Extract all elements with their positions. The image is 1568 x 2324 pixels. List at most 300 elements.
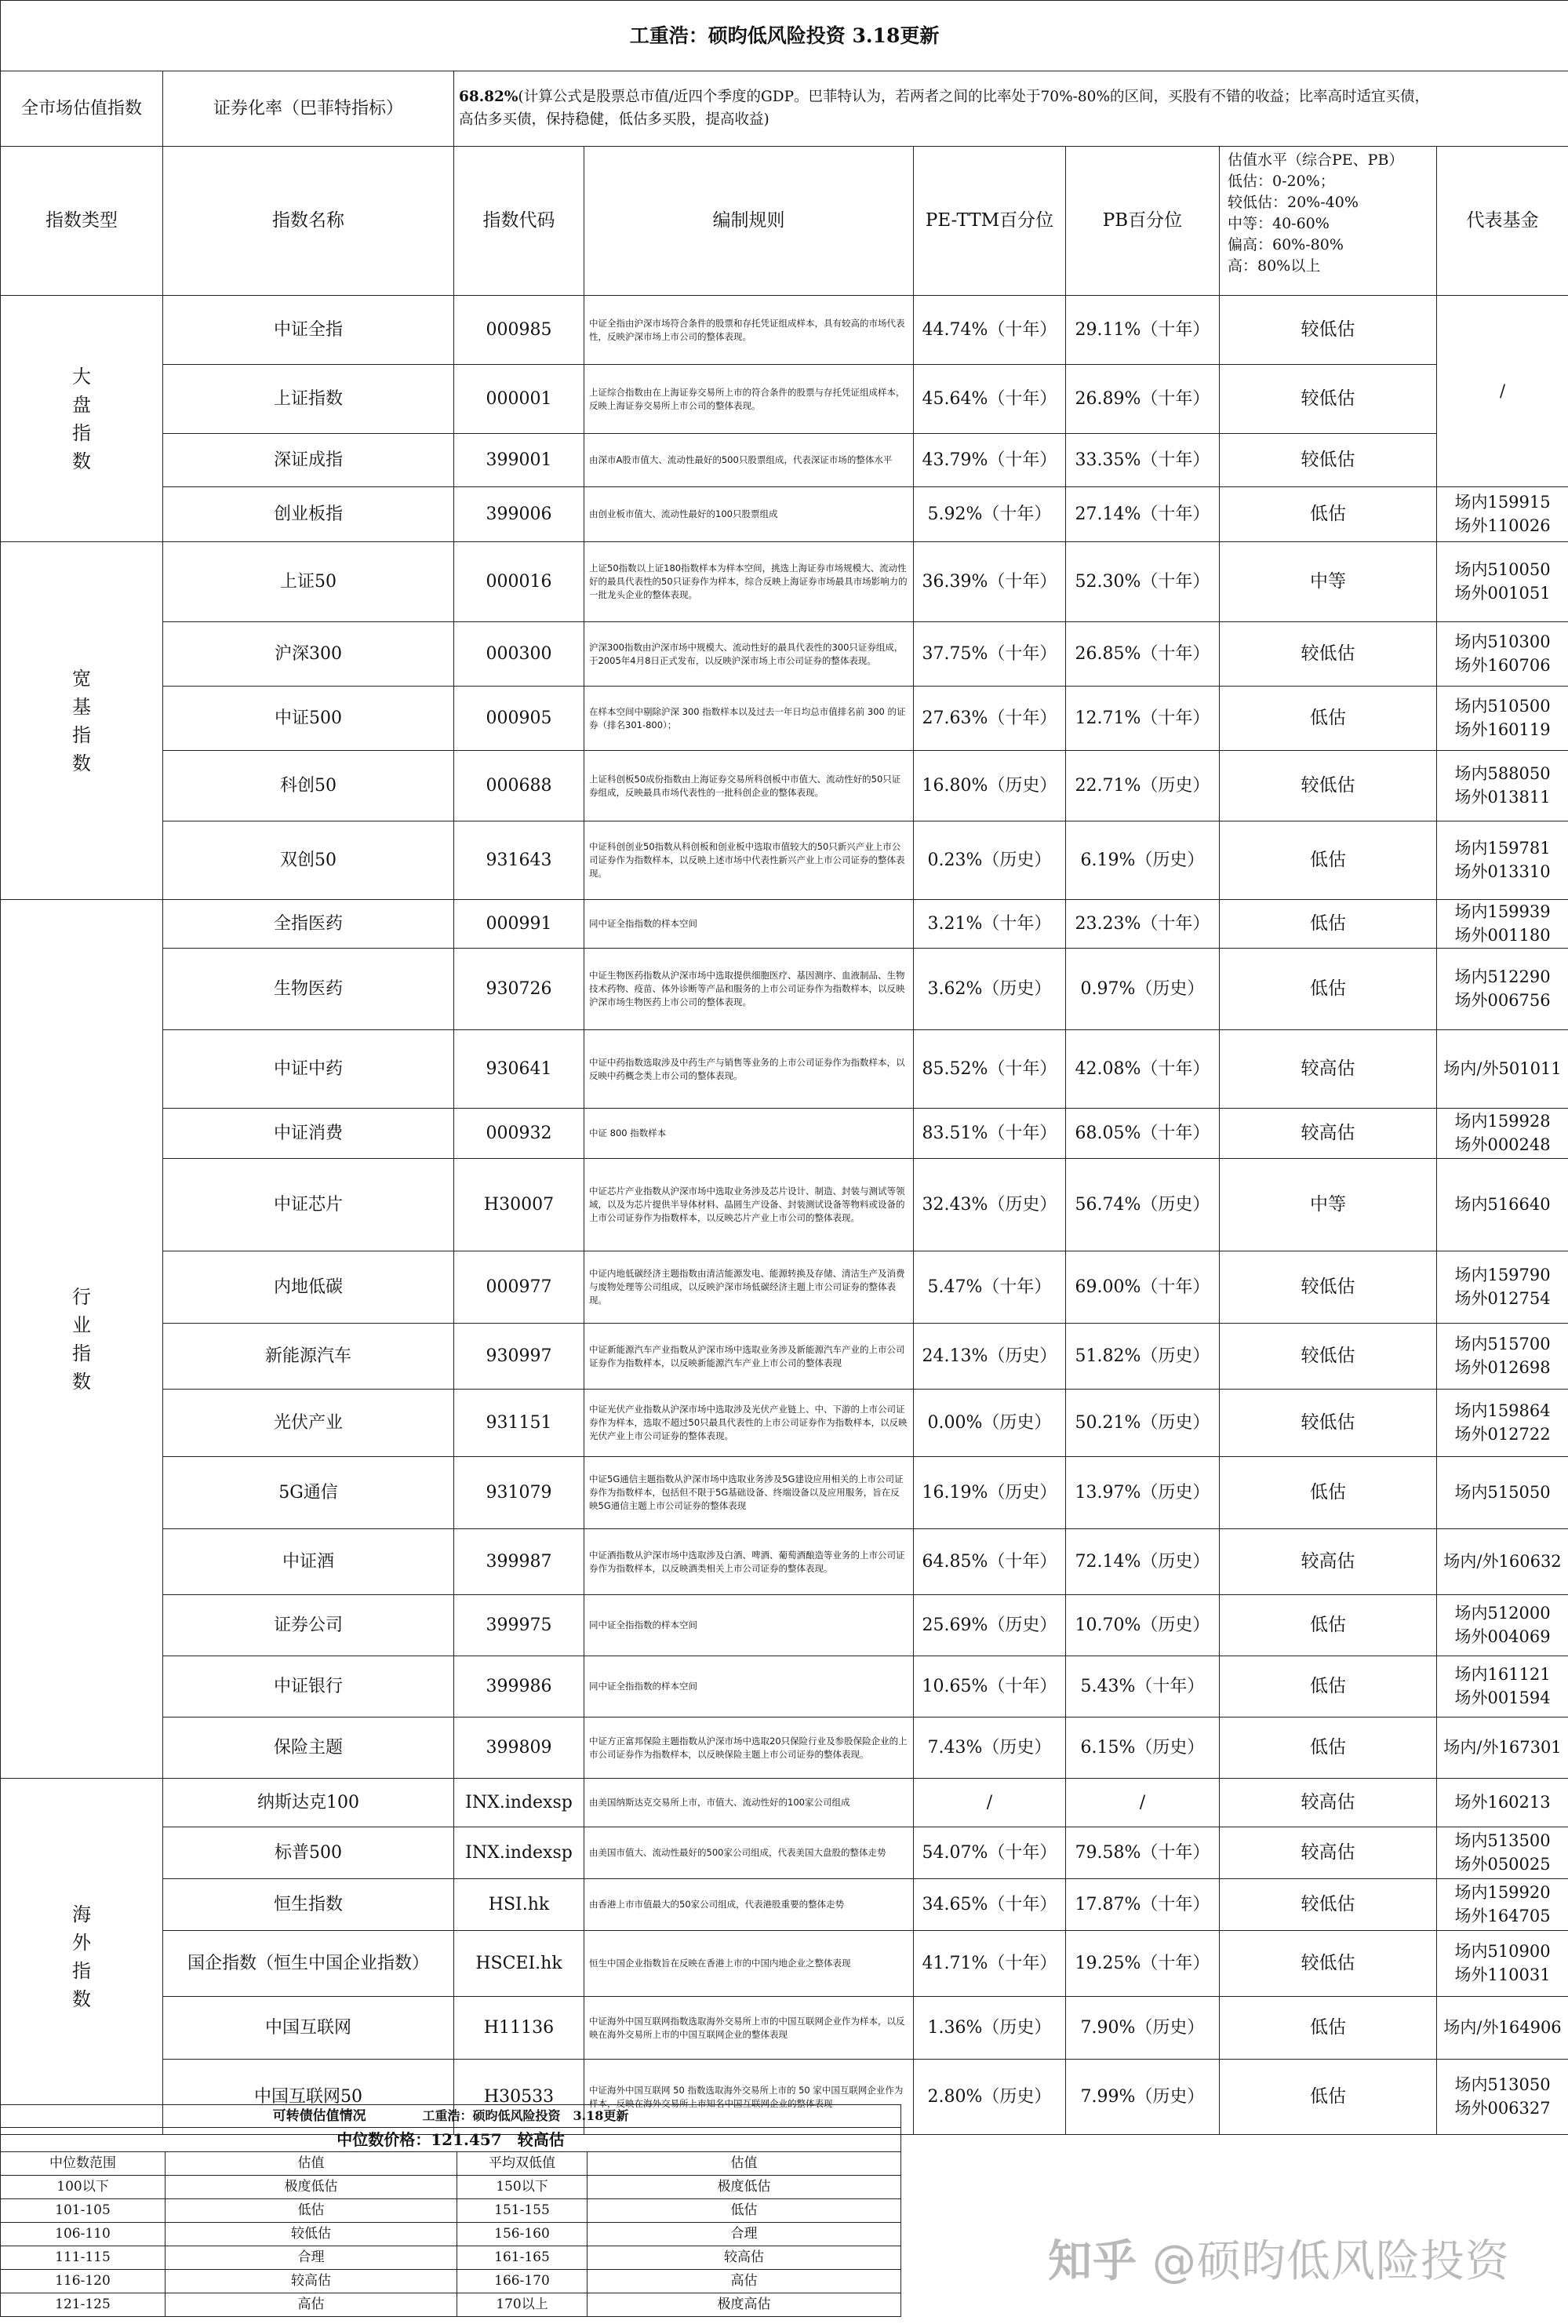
- index-category-char: 数: [72, 450, 91, 472]
- index-category-char: 数: [72, 1370, 91, 1393]
- index-name: 上证指数: [163, 365, 454, 434]
- market-description-line2: 高估多买债，保持稳健，低估多买股，提高收益): [459, 111, 769, 128]
- fund-code: 场内516640: [1454, 1194, 1551, 1214]
- cb-double-low: 156-160: [457, 2223, 588, 2246]
- index-row: [1, 1656, 1568, 1718]
- fund-code: 场外013310: [1454, 861, 1551, 881]
- index-rule: 同中证全指指数的样本空间: [584, 1656, 914, 1718]
- pe-percentile: 45.64%（十年）: [914, 365, 1066, 434]
- pb-percentile: 33.35%（十年）: [1066, 434, 1220, 487]
- index-code: 000991: [454, 900, 584, 949]
- valuation-level: 较高估: [1220, 1779, 1437, 1827]
- index-row: [1, 821, 1568, 900]
- valuation-level: 低估: [1220, 1656, 1437, 1718]
- zhihu-logo: 知乎: [1048, 2236, 1137, 2287]
- cb-double-low: 150以下: [457, 2176, 588, 2199]
- header-type: 指数类型: [1, 147, 163, 296]
- index-name: 中证全指: [163, 296, 454, 365]
- index-category-char: 指: [72, 1959, 91, 1982]
- cb-valuation-2: 低估: [588, 2199, 901, 2223]
- level-legend-item: 高：80%以上: [1228, 257, 1321, 275]
- index-category-char: 数: [72, 1987, 91, 2010]
- header-name: 指数名称: [163, 147, 454, 296]
- index-code: H11136: [454, 1997, 584, 2060]
- representative-fund: [1437, 1879, 1568, 1931]
- index-row: [1, 487, 1568, 542]
- index-rule: 中证新能源汽车产业指数从沪深市场中选取业务涉及新能源汽车产业的上市公司证券作为指数样本，以反映新能源汽车产业上市公司的整体表现: [584, 1324, 914, 1390]
- index-row: [1, 900, 1568, 949]
- pe-percentile: 3.62%（历史）: [914, 949, 1066, 1030]
- market-indicator: 证券化率（巴菲特指标）: [163, 71, 454, 147]
- market-label: 全市场估值指数: [1, 71, 163, 147]
- fund-code: 场外160706: [1454, 655, 1551, 675]
- level-legend-item: 较低估：20%-40%: [1228, 193, 1359, 211]
- cb-valuation: 合理: [166, 2246, 457, 2270]
- index-code: 930997: [454, 1324, 584, 1390]
- index-rule: 由创业板市值大、流动性最好的100只股票组成: [584, 487, 914, 542]
- index-row: [1, 542, 1568, 622]
- fund-code: 场外050025: [1454, 1854, 1551, 1874]
- index-code: 000905: [454, 687, 584, 751]
- representative-fund: [1437, 622, 1568, 687]
- pb-percentile: 27.14%（十年）: [1066, 487, 1220, 542]
- pb-percentile: 50.21%（历史）: [1066, 1390, 1220, 1457]
- index-name: 双创50: [163, 821, 454, 900]
- valuation-level: 较低估: [1220, 1931, 1437, 1997]
- cb-median: 中位数价格：121.457 较高估: [1, 2128, 901, 2152]
- index-name: 纳斯达克100: [163, 1779, 454, 1827]
- fund-code: 场内/外167301: [1443, 1737, 1562, 1757]
- cb-valuation: 低估: [166, 2199, 457, 2223]
- representative-fund: [1437, 1109, 1568, 1159]
- index-name: 中国互联网50: [163, 2060, 454, 2135]
- index-rule: 中证酒指数从沪深市场中选取涉及白酒、啤酒、葡萄酒酿造等业务的上市公司证券作为指数样本，以反映酒类相关上市公司证券的整体表现。: [584, 1529, 914, 1595]
- fund-code: 场外160213: [1454, 1792, 1551, 1812]
- cb-double-low: 170以上: [457, 2293, 588, 2317]
- index-code: 399006: [454, 487, 584, 542]
- pb-percentile: 79.58%（十年）: [1066, 1827, 1220, 1879]
- cb-header-valuation-2: 估值: [588, 2152, 901, 2176]
- index-category-char: 外: [72, 1931, 91, 1954]
- level-legend-item: 偏高：60%-80%: [1228, 235, 1344, 253]
- pe-percentile: 0.00%（历史）: [914, 1390, 1066, 1457]
- index-category: [1, 296, 163, 542]
- index-category-char: 指: [72, 421, 91, 444]
- market-description-line1: (计算公式是股票总市值/近四个季度的GDP。巴菲特认为，若两者之间的比率处于70%-80%的区间，买股有不错的收益；比率高时适宜买债，: [518, 88, 1430, 105]
- pb-percentile: 42.08%（十年）: [1066, 1030, 1220, 1109]
- pe-percentile: 32.43%（历史）: [914, 1159, 1066, 1251]
- pe-percentile: 5.92%（十年）: [914, 487, 1066, 542]
- fund-code: 场内515700: [1454, 1335, 1551, 1354]
- pe-percentile: 27.63%（十年）: [914, 687, 1066, 751]
- valuation-level: 低估: [1220, 900, 1437, 949]
- representative-fund: [1437, 1457, 1568, 1529]
- pe-percentile: 10.65%（十年）: [914, 1656, 1066, 1718]
- fund-code: 场内588050: [1454, 764, 1551, 784]
- index-row: [1, 1324, 1568, 1390]
- index-name: 恒生指数: [163, 1879, 454, 1931]
- index-row: [1, 1879, 1568, 1931]
- index-rule: 中证5G通信主题指数从沪深市场中选取业务涉及5G建设应用相关的上市公司证券作为指数样本，包括但不限于5G基础设备、终端设备以及应用服务，旨在反映5G通信主题上市公司证券的整体表现: [584, 1457, 914, 1529]
- index-code: 399809: [454, 1718, 584, 1779]
- index-rule: 上证科创板50成份指数由上海证券交易所科创板中市值大、流动性好的50只证券组成，反映最具市场代表性的一批科创企业的整体表现。: [584, 751, 914, 821]
- representative-fund: [1437, 900, 1568, 949]
- index-name: 光伏产业: [163, 1390, 454, 1457]
- fund-code: 场外110031: [1454, 1965, 1551, 1984]
- pb-percentile: 52.30%（十年）: [1066, 542, 1220, 622]
- header-level: [1220, 147, 1437, 296]
- fund-code: 场外001180: [1454, 925, 1551, 945]
- fund-code: 场内/外164906: [1443, 2017, 1562, 2037]
- cb-header-row: [1, 2152, 901, 2176]
- index-category-char: 行: [72, 1285, 91, 1308]
- cb-double-low: 161-165: [457, 2246, 588, 2270]
- index-code: HSI.hk: [454, 1879, 584, 1931]
- pb-percentile: 26.85%（十年）: [1066, 622, 1220, 687]
- index-row: [1, 296, 1568, 365]
- header-level-title: 估值水平（综合PE、PB）: [1228, 151, 1404, 169]
- index-rule: 中证内地低碳经济主题指数由清洁能源发电、能源转换及存储、清洁生产及消费与废物处理等公司组成，以反映沪深市场低碳经济主题上市公司证券的整体表现。: [584, 1251, 914, 1324]
- index-name: 标普500: [163, 1827, 454, 1879]
- index-row: [1, 1251, 1568, 1324]
- pe-percentile: 36.39%（十年）: [914, 542, 1066, 622]
- fund-code: 场内513050: [1454, 2075, 1551, 2095]
- index-name: 证券公司: [163, 1595, 454, 1656]
- pb-percentile: 56.74%（历史）: [1066, 1159, 1220, 1251]
- cb-row: [1, 2176, 901, 2199]
- valuation-level: 中等: [1220, 1159, 1437, 1251]
- fund-code: 场外160119: [1454, 719, 1551, 739]
- fund-code: 场内515050: [1454, 1482, 1551, 1502]
- index-row: [1, 1030, 1568, 1109]
- index-code: 000977: [454, 1251, 584, 1324]
- header-pe: PE-TTM百分位: [914, 147, 1066, 296]
- index-code: 930726: [454, 949, 584, 1030]
- fund-code: 场外004069: [1454, 1626, 1551, 1646]
- spacer-cell: [914, 2135, 1066, 2182]
- index-name: 中证消费: [163, 1109, 454, 1159]
- page-title: 工重浩：硕昀低风险投资 3.18更新: [1, 1, 1568, 71]
- cb-range: 116-120: [1, 2270, 166, 2293]
- index-category-char: 宽: [72, 667, 91, 690]
- index-row: [1, 1779, 1568, 1827]
- index-category-char: 指: [72, 723, 91, 746]
- representative-fund: [1437, 1827, 1568, 1879]
- index-category: [1, 1779, 163, 2135]
- index-category-char: 数: [72, 752, 91, 774]
- index-name: 上证50: [163, 542, 454, 622]
- fund-code: 场内/外501011: [1443, 1058, 1562, 1078]
- cb-range: 101-105: [1, 2199, 166, 2223]
- zhihu-watermark: [1048, 2227, 1510, 2289]
- cb-valuation-2: 极度高估: [588, 2293, 901, 2317]
- cb-header-double-low: 平均双低值: [457, 2152, 588, 2176]
- index-code: 000300: [454, 622, 584, 687]
- index-category: [1, 900, 163, 1779]
- index-rule: 中证海外中国互联网 50 指数选取海外交易所上市的 50 家中国互联网企业作为样本，反映在海外交易所上市知名中国互联网企业的整体表现: [584, 2060, 914, 2135]
- index-name: 中证500: [163, 687, 454, 751]
- index-category-char: 海: [72, 1903, 91, 1925]
- valuation-level: 低估: [1220, 1997, 1437, 2060]
- fund-code: 场外110026: [1454, 515, 1551, 535]
- valuation-level: 较低估: [1220, 1324, 1437, 1390]
- index-rule: 中证中药指数选取涉及中药生产与销售等业务的上市公司证券作为指数样本，以反映中药概念类上市公司的整体表现。: [584, 1030, 914, 1109]
- pe-percentile: 1.36%（历史）: [914, 1997, 1066, 2060]
- index-rule: 中证方正富邦保险主题指数从沪深市场中选取20只保险行业及参股保险企业的上市公司证券作为指数样本，以反映保险主题上市公司证券的整体表现。: [584, 1718, 914, 1779]
- valuation-level: 低估: [1220, 487, 1437, 542]
- index-rule: 中证生物医药指数从沪深市场中选取提供细胞医疗、基因测序、血液制品、生物技术药物、疫苗、体外诊断等产品和服务的上市公司证券作为指数样本，以反映沪深市场生物医药上市公司的整体表现。: [584, 949, 914, 1030]
- index-code: 399975: [454, 1595, 584, 1656]
- cb-header-range: 中位数范围: [1, 2152, 166, 2176]
- pe-percentile: 85.52%（十年）: [914, 1030, 1066, 1109]
- index-row: [1, 1159, 1568, 1251]
- pe-percentile: 64.85%（十年）: [914, 1529, 1066, 1595]
- fund-code: 场外001594: [1454, 1688, 1551, 1707]
- index-row: [1, 1109, 1568, 1159]
- header-rule: 编制规则: [584, 147, 914, 296]
- index-code: H30007: [454, 1159, 584, 1251]
- index-code: 930641: [454, 1030, 584, 1109]
- index-code: H30533: [454, 2060, 584, 2135]
- valuation-level: 低估: [1220, 1595, 1437, 1656]
- valuation-level: 较低估: [1220, 1390, 1437, 1457]
- pb-percentile: 6.19%（历史）: [1066, 821, 1220, 900]
- fund-code: 场内159920: [1454, 1883, 1551, 1903]
- fund-code: 场内513500: [1454, 1831, 1551, 1851]
- index-rule: 在样本空间中剔除沪深 300 指数样本以及过去一年日均总市值排名前 300 的证券（排名301-800）；: [584, 687, 914, 751]
- representative-fund: [1437, 1251, 1568, 1324]
- index-row: [1, 687, 1568, 751]
- pe-percentile: 7.43%（历史）: [914, 1718, 1066, 1779]
- pe-percentile: 24.13%（历史）: [914, 1324, 1066, 1390]
- pb-percentile: 7.99%（历史）: [1066, 2060, 1220, 2135]
- pe-percentile: 34.65%（十年）: [914, 1879, 1066, 1931]
- index-rule: 同中证全指指数的样本空间: [584, 1595, 914, 1656]
- index-rule: 上证50指数以上证180指数样本为样本空间，挑选上海证券市场规模大、流动性好的最具代表性的50只证券作为样本，综合反映上海证券市场最具市场影响力的一批龙头企业的整体表现。: [584, 542, 914, 622]
- representative-fund: [1437, 1390, 1568, 1457]
- representative-fund: [1437, 1595, 1568, 1656]
- representative-fund: [1437, 1030, 1568, 1109]
- index-row: [1, 1457, 1568, 1529]
- representative-fund: [1437, 296, 1568, 487]
- cb-valuation-2: 高估: [588, 2270, 901, 2293]
- index-rule: 中证芯片产业指数从沪深市场中选取业务涉及芯片设计、制造、封装与测试等领域，以及为芯片提供半导体材料、晶圆生产设备、封装测试设备等物料或设备的上市公司证券作为指数样本，以反映芯片产业上市公司的整体表现。: [584, 1159, 914, 1251]
- index-row: [1, 434, 1568, 487]
- cb-row: [1, 2270, 901, 2293]
- fund-code: 场内512290: [1454, 967, 1551, 987]
- index-category-char: 指: [72, 1342, 91, 1364]
- representative-fund: [1437, 821, 1568, 900]
- fund-code: 场内510500: [1454, 697, 1551, 716]
- watermark-author: @硕昀低风险投资: [1151, 2236, 1510, 2287]
- representative-fund: [1437, 1997, 1568, 2060]
- index-rule: 中证海外中国互联网指数选取海外交易所上市的中国互联网企业作为样本，以反映在海外交易所上市的中国互联网企业的整体表现: [584, 1997, 914, 2060]
- pb-percentile: 12.71%（十年）: [1066, 687, 1220, 751]
- index-code: 931151: [454, 1390, 584, 1457]
- fund-code: 场内/外160632: [1443, 1551, 1562, 1571]
- valuation-level: 较低估: [1220, 365, 1437, 434]
- index-name: 中国互联网: [163, 1997, 454, 2060]
- index-code: 931643: [454, 821, 584, 900]
- index-name: 新能源汽车: [163, 1324, 454, 1390]
- fund-code: 场外006756: [1454, 990, 1551, 1010]
- valuation-level: 较高估: [1220, 1827, 1437, 1879]
- header-code: 指数代码: [454, 147, 584, 296]
- fund-code: /: [1500, 381, 1506, 400]
- fund-code: 场内161121: [1454, 1665, 1551, 1685]
- pe-percentile: 16.80%（历史）: [914, 751, 1066, 821]
- index-rule: 沪深300指数由沪深市场中规模大、流动性好的最具代表性的300只证券组成，于2005年4月8日正式发布，以反映沪深市场上市公司证券的整体表现。: [584, 622, 914, 687]
- pb-percentile: 23.23%（十年）: [1066, 900, 1220, 949]
- pe-percentile: 16.19%（历史）: [914, 1457, 1066, 1529]
- pb-percentile: 7.90%（历史）: [1066, 1997, 1220, 2060]
- index-name: 中证酒: [163, 1529, 454, 1595]
- index-code: HSCEI.hk: [454, 1931, 584, 1997]
- fund-code: 场内510300: [1454, 632, 1551, 652]
- fund-code: 场内159915: [1454, 493, 1551, 512]
- index-code: INX.indexsp: [454, 1779, 584, 1827]
- pb-percentile: /: [1066, 1779, 1220, 1827]
- valuation-level: 较高估: [1220, 1529, 1437, 1595]
- fund-code: 场外000248: [1454, 1135, 1551, 1154]
- valuation-level: 较高估: [1220, 1109, 1437, 1159]
- index-name: 中证中药: [163, 1030, 454, 1109]
- index-row: [1, 751, 1568, 821]
- representative-fund: [1437, 542, 1568, 622]
- header-fund: 代表基金: [1437, 147, 1568, 296]
- fund-code: 场内159928: [1454, 1112, 1551, 1131]
- index-name: 中证芯片: [163, 1159, 454, 1251]
- fund-code: 场内510050: [1454, 560, 1551, 580]
- index-rule: 中证科创创业50指数从科创板和创业板中选取市值较大的50只新兴产业上市公司证券作为指数样本，以反映上述市场中代表性新兴产业上市公司证券的整体表现。: [584, 821, 914, 900]
- cb-valuation: 较高估: [166, 2270, 457, 2293]
- index-code: 931079: [454, 1457, 584, 1529]
- cb-row: [1, 2199, 901, 2223]
- pe-percentile: 41.71%（十年）: [914, 1931, 1066, 1997]
- fund-code: 场内510900: [1454, 1942, 1551, 1962]
- valuation-level: 较低估: [1220, 1251, 1437, 1324]
- fund-code: 场外012698: [1454, 1357, 1551, 1377]
- fund-code: 场外001051: [1454, 583, 1551, 603]
- cb-range: 106-110: [1, 2223, 166, 2246]
- cb-valuation-2: 较高估: [588, 2246, 901, 2270]
- index-code: 399986: [454, 1656, 584, 1718]
- index-rule: 由香港上市市值最大的50家公司组成，代表港股重要的整体走势: [584, 1879, 914, 1931]
- cb-valuation: 高估: [166, 2293, 457, 2317]
- representative-fund: [1437, 751, 1568, 821]
- fund-code: 场内159790: [1454, 1266, 1551, 1285]
- index-row: [1, 365, 1568, 434]
- valuation-level: 低估: [1220, 1457, 1437, 1529]
- pb-percentile: 69.00%（十年）: [1066, 1251, 1220, 1324]
- fund-code: 场内159781: [1454, 839, 1551, 858]
- index-name: 国企指数（恒生中国企业指数）: [163, 1931, 454, 1997]
- representative-fund: [1437, 1931, 1568, 1997]
- pe-percentile: 54.07%（十年）: [914, 1827, 1066, 1879]
- pe-percentile: 2.80%（历史）: [914, 2060, 1066, 2135]
- index-category-char: 大: [72, 365, 91, 388]
- index-code: 000932: [454, 1109, 584, 1159]
- pe-percentile: 3.21%（十年）: [914, 900, 1066, 949]
- header-pb: PB百分位: [1066, 147, 1220, 296]
- valuation-level: 低估: [1220, 821, 1437, 900]
- pb-percentile: 6.15%（历史）: [1066, 1718, 1220, 1779]
- pb-percentile: 17.87%（十年）: [1066, 1879, 1220, 1931]
- header-level-legend: [1228, 171, 1428, 277]
- pb-percentile: 13.97%（历史）: [1066, 1457, 1220, 1529]
- fund-code: 场内159864: [1454, 1401, 1551, 1421]
- header-row: [1, 147, 1568, 296]
- index-rule: 由美国市值大、流动性最好的500家公司组成，代表美国大盘股的整体走势: [584, 1827, 914, 1879]
- cb-title-text: 可转债估值情况: [272, 2107, 366, 2124]
- pe-percentile: 5.47%（十年）: [914, 1251, 1066, 1324]
- representative-fund: [1437, 1324, 1568, 1390]
- index-code: 000016: [454, 542, 584, 622]
- pe-percentile: 44.74%（十年）: [914, 296, 1066, 365]
- index-rule: 中证全指由沪深市场符合条件的股票和存托凭证组成样本，具有较高的市场代表性，反映沪深市场上市公司的整体表现。: [584, 296, 914, 365]
- valuation-level: 低估: [1220, 1718, 1437, 1779]
- index-name: 全指医药: [163, 900, 454, 949]
- pb-percentile: 0.97%（历史）: [1066, 949, 1220, 1030]
- fund-code: 场外164705: [1454, 1906, 1551, 1925]
- index-code: 000688: [454, 751, 584, 821]
- representative-fund: [1437, 687, 1568, 751]
- cb-double-low: 166-170: [457, 2270, 588, 2293]
- index-rule: 同中证全指指数的样本空间: [584, 900, 914, 949]
- level-legend-item: 中等：40-60%: [1228, 214, 1330, 232]
- cb-valuation: 极度低估: [166, 2176, 457, 2199]
- representative-fund: [1437, 1656, 1568, 1718]
- valuation-level: 较高估: [1220, 1030, 1437, 1109]
- pb-percentile: 26.89%（十年）: [1066, 365, 1220, 434]
- fund-code: 场外012722: [1454, 1424, 1551, 1444]
- fund-code: 场外013811: [1454, 787, 1551, 807]
- fund-code: 场内159939: [1454, 902, 1551, 922]
- index-rule: 由深市A股市值大、流动性最好的500只股票组成，代表深证市场的整体水平: [584, 434, 914, 487]
- index-name: 中证银行: [163, 1656, 454, 1718]
- cb-double-low: 151-155: [457, 2199, 588, 2223]
- spacer-cell: [1220, 2135, 1437, 2182]
- index-category-char: 盘: [72, 393, 91, 416]
- index-row: [1, 1997, 1568, 2060]
- spacer-cell: [1437, 2135, 1568, 2182]
- representative-fund: [1437, 1159, 1568, 1251]
- valuation-level: 中等: [1220, 542, 1437, 622]
- index-name: 科创50: [163, 751, 454, 821]
- valuation-level: 较低估: [1220, 1879, 1437, 1931]
- cb-title: [1, 2105, 901, 2128]
- representative-fund: [1437, 1529, 1568, 1595]
- index-row: [1, 622, 1568, 687]
- index-code: INX.indexsp: [454, 1827, 584, 1879]
- index-name: 5G通信: [163, 1457, 454, 1529]
- index-code: 399987: [454, 1529, 584, 1595]
- pe-percentile: 43.79%（十年）: [914, 434, 1066, 487]
- pb-percentile: 68.05%（十年）: [1066, 1109, 1220, 1159]
- level-legend-item: 低估：0-20%；: [1228, 172, 1335, 190]
- pe-percentile: 37.75%（十年）: [914, 622, 1066, 687]
- pb-percentile: 72.14%（历史）: [1066, 1529, 1220, 1595]
- cb-row: [1, 2223, 901, 2246]
- fund-code: 场外006327: [1454, 2098, 1551, 2118]
- representative-fund: [1437, 487, 1568, 542]
- index-name: 内地低碳: [163, 1251, 454, 1324]
- index-row: [1, 1529, 1568, 1595]
- pb-percentile: 22.71%（历史）: [1066, 751, 1220, 821]
- cb-range: 121-125: [1, 2293, 166, 2317]
- index-name: 生物医药: [163, 949, 454, 1030]
- representative-fund: [1437, 949, 1568, 1030]
